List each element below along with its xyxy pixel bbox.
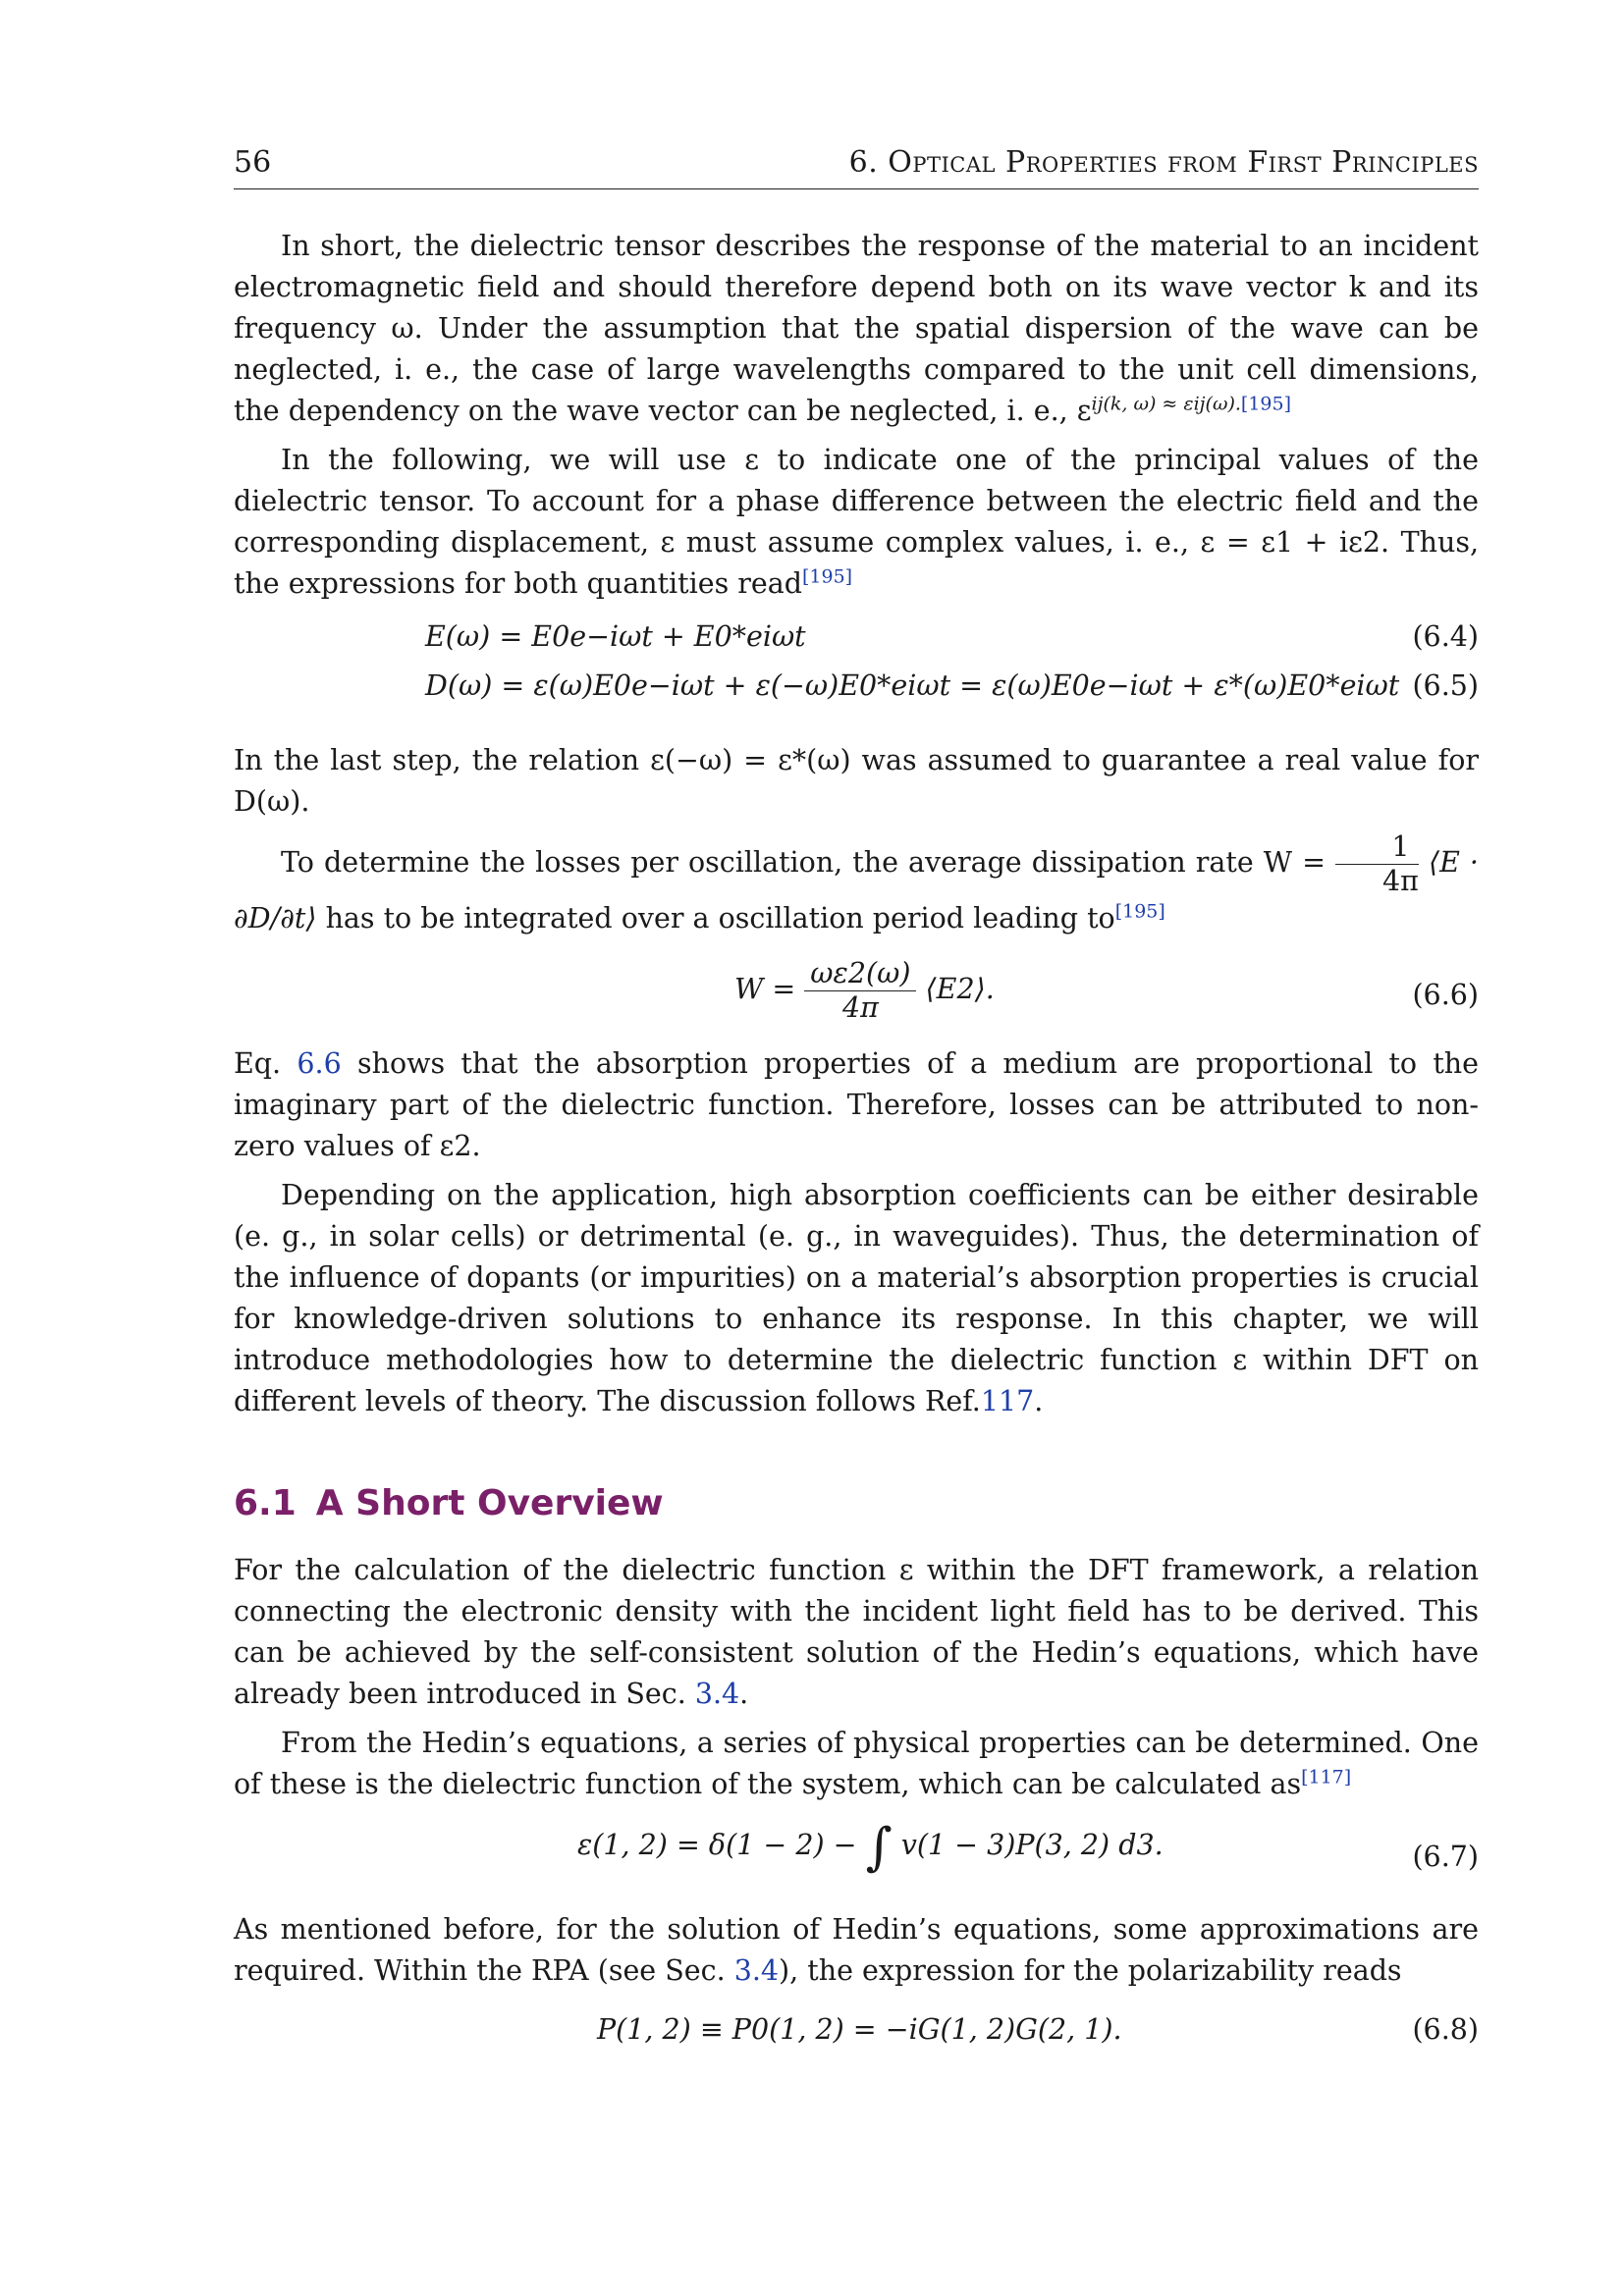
section-title: A Short Overview [315,1483,664,1523]
section-number: 6.1 [234,1483,297,1523]
integral-symbol: ∫ [865,1818,893,1877]
equation-6-6: W = $\frac{\omega\varepsilon 2(\omega)}{4\pi}$ ⟨E2⟩. (6.6) [734,957,1479,1024]
paragraph-3: In the last step, the relation ε(−ω) = ε*(ω) was assumed to guarantee a real value for D(ω). [234,744,1479,818]
citation-195[interactable]: [195] [802,565,853,588]
paragraph-9: As mentioned before, for the solution of Hedin’s equations, some approximations are required. Within the RPA (see Sec. 3.4), the expression for the polarizability reads [234,1913,1479,1987]
page-body [234,226,1479,2062]
paragraph-4: To determine the losses per oscillation, the average dissipation rate W = $\frac{1}{4\pi}$ ⟨E · ∂D/∂t⟩ has to be integrated over a oscillation period leading to[195] [234,830,1479,934]
equation-label: (6.6) [1412,979,1479,1011]
equation-label: (6.5) [1412,669,1479,702]
page-number: 56 [234,145,272,180]
paragraph-8: From the Hedin’s equations, a series of physical properties can be determined. One of these is the dielectric function of the system, which can be calculated as[117] [234,1727,1479,1800]
equation-6-4 [234,613,1479,660]
equation-6-5 [234,666,1479,713]
equation-ref-link[interactable]: 6.6 [297,1047,342,1080]
citation-195[interactable]: [195] [1240,393,1292,415]
equation-6-8 [234,2009,1479,2056]
citation-117[interactable]: [117] [1301,1766,1352,1789]
reference-link[interactable]: 117 [980,1385,1035,1417]
citation-195[interactable]: [195] [1114,900,1165,923]
equation-expr: E(ω) = E0e−iωt + E0*eiωt [425,620,806,653]
fraction: $\frac{\omega\varepsilon 2(\omega)}{4\pi}$ [804,957,916,1025]
equation-label: (6.7) [1412,1841,1479,1873]
section-heading [234,1483,1479,1524]
fraction: $\frac{1}{4\pi}$ [1335,830,1419,898]
page-header [234,145,1479,189]
equation-expr: D(ω) = ε(ω)E0e−iωt + ε(−ω)E0*eiωt = ε(ω)E0e−iωt + ε*(ω)E0*eiωt [425,669,1400,702]
paragraph-7: For the calculation of the dielectric function ε within the DFT framework, a relation connecting the electronic density with the incident light field has to be derived. This can be achieved by the self-consistent solution of the Hedin’s equations, which have already been introduced in Sec. 3.4. [234,1554,1479,1710]
paragraph-6: Depending on the application, high absorption coefficients can be either desirable (e. g., in solar cells) or detrimental (e. g., in waveguides). Thus, the determination of the influence of dopants (or impurities) on a material’s absorption properties is crucial for knowledge-driven solutions to enhance its response. In this chapter, we will introduce methodologies how to determine the dielectric function ε within DFT on different levels of theory. The discussion follows Ref.117. [234,1179,1479,1417]
equation-expr: P(1, 2) ≡ P0(1, 2) = −iG(1, 2)G(2, 1). [597,2013,1122,2046]
section-ref-link[interactable]: 3.4 [733,1954,780,1987]
paragraph-1: In short, the dielectric tensor describes the response of the material to an incident electromagnetic field and should therefore depend both on its wave vector k and its frequency ω. Under the assumption that the spatial dispersion of the wave can be neglected, i. e., the case of large wavelengths compared to the unit cell dimensions, the dependency on the wave vector can be neglected, i. e., ε$^{ij(k, \omega) \approx \varepsilon ij(\omega).[195]}$ [234,230,1479,427]
equation-label: (6.4) [1412,620,1479,653]
section-ref-link[interactable]: 3.4 [694,1678,740,1710]
running-title: 6. Optical Properties from First Principles [848,145,1479,180]
equation-6-7: ε(1, 2) = δ(1 − 2) − ∫ v(1 − 3)P(3, 2) d3. (6.7) [577,1818,1479,1877]
equation-label: (6.8) [1412,2013,1479,2046]
paragraph-5: Eq. 6.6 shows that the absorption properties of a medium are proportional to the imaginary part of the dielectric function. Therefore, losses can be attributed to non-zero values of ε2. [234,1047,1480,1162]
paragraph-2: In the following, we will use ε to indicate one of the principal values of the dielectric tensor. To account for a phase difference between the electric field and the corresponding displacement, ε must assume complex values, i. e., ε = ε1 + iε2. Thus, the expressions for both quantities read[195] [234,444,1479,600]
